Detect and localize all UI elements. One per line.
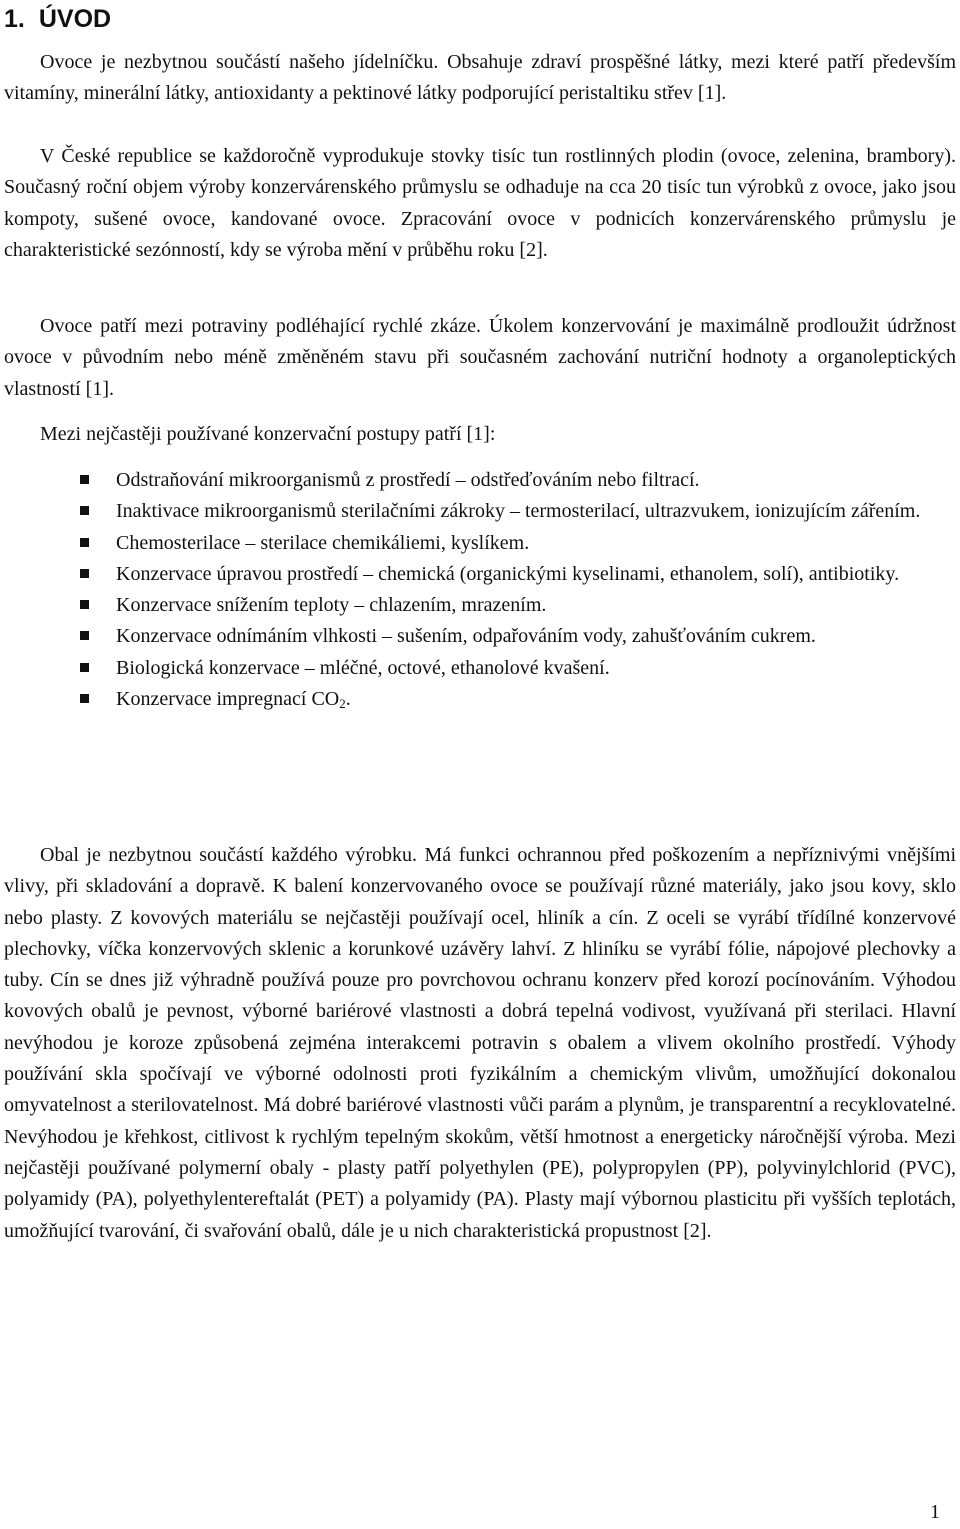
- section-heading: [4, 2, 111, 36]
- list-item-text: Inaktivace mikroorganismů sterilačními zákroky – termosterilací, ultrazvukem, ionizujícím zářením.: [116, 500, 921, 523]
- paragraph-production: V České republice se každoročně vyprodukuje stovky tisíc tun rostlinných plodin (ovoce, zelenina, brambory). Současný roční objem výroby konzervárenského průmyslu se odhaduje na cca 20 tisíc tun výrobků z ovoce, jako jsou kompoty, sušené ovoce, kandované ovoce. Zpracování ovoce v podnicích konzervárenského průmyslu je charakteristické sezónností, kdy se výroba mění v průběhu roku [2].: [4, 145, 956, 261]
- list-item: [0, 590, 956, 621]
- list-item-text: Konzervace odnímáním vlhkosti – sušením, odpařováním vody, zahušťováním cukrem.: [116, 625, 816, 648]
- list-item-text: Konzervace impregnací CO: [116, 688, 340, 711]
- list-item: [0, 465, 956, 496]
- page-number: 1: [930, 1501, 940, 1523]
- square-bullet-icon: [80, 663, 89, 672]
- square-bullet-icon: [80, 475, 89, 484]
- square-bullet-icon: [80, 600, 89, 609]
- list-item-text: Chemosterilace – sterilace chemikáliemi, kyslíkem.: [116, 531, 530, 554]
- subscript-two: 2: [339, 696, 346, 712]
- preservation-methods-list: [0, 465, 956, 715]
- square-bullet-icon: [80, 538, 89, 547]
- list-item: [0, 496, 956, 527]
- list-item: [0, 621, 956, 652]
- section-title: ÚVOD: [38, 5, 112, 33]
- square-bullet-icon: [80, 506, 89, 515]
- list-item-text: Odstraňování mikroorganismů z prostředí – odstřeďováním nebo filtrací.: [116, 469, 700, 491]
- square-bullet-icon: [80, 694, 89, 703]
- list-item: [0, 653, 956, 684]
- list-item-suffix: .: [345, 688, 351, 711]
- square-bullet-icon: [80, 569, 89, 578]
- list-item: [0, 684, 956, 715]
- paragraph-packaging: Obal je nezbytnou součástí každého výrobku. Má funkci ochrannou před poškozením a nepříznivými vnějšími vlivy, při skladování a dopravě. K balení konzervovaného ovoce se používají různé materiály, jako jsou kovy, sklo nebo plasty. Z kovových materiálu se nejčastěji používají ocel, hliník a cín. Z oceli se vyrábí třídílné konzervové plechovky, víčka konzervových sklenic a korunkové uzávěry lahví. Z hliníku se vyrábí fólie, nápojové plechovky a tuby. Cín se dnes již výhradně používá pouze pro povrchovou ochranu konzerv před korozí pocínováním. Výhodou kovových obalů je pevnost, výborné bariérové vlastnosti a dobrá tepelná vodivost, využívaná při sterilaci. Hlavní nevýhodou je koroze způsobená zejména interakcemi potravin s obalem a vlivem okolního prostředí. Výhody používání skla spočívají ve výborné odolnosti proti fyzikálním a chemickým vlivům, umožňující dokonalou omyvatelnost a sterilovatelnost. Má dobré bariérové vlastnosti vůči parám a plynům, je transparentní a recyklovatelné. Nevýhodou je křehkost, citlivost k rychlým tepelným skokům, větší hmotnost a energeticky náročnější výroba. Mezi nejčastěji používané polymerní obaly - plasty patří polyethylen (PE), polypropylen (PP), polyvinylchlorid (PVC), polyamidy (PA), polyethylentereftalát (PET) a polyamidy (PA). Plasty mají výbornou plasticitu při vyšších teplotách, umožňující tvarování, či svařování obalů, dále je u nich charakteristická propustnost [2].: [4, 844, 956, 1242]
- list-item-text: Konzervace úpravou prostředí – chemická (organickými kyselinami, ethanolem, solí), antibiotiky.: [116, 562, 900, 585]
- list-item-text: Biologická konzervace – mléčné, octové, ethanolové kvašení.: [116, 656, 610, 679]
- list-item-text: Konzervace snížením teploty – chlazením, mrazením.: [116, 594, 547, 617]
- list-item: [0, 528, 956, 559]
- square-bullet-icon: [80, 631, 89, 640]
- paragraph-methods-intro: Mezi nejčastěji používané konzervační postupy patří [1]:: [40, 423, 496, 445]
- paragraph-spoilage: Ovoce patří mezi potraviny podléhající rychlé zkáze. Úkolem konzervování je maximálně prodloužit údržnost ovoce v původním nebo méně změněném stavu při současném zachování nutriční hodnoty a organoleptických vlastností [1].: [4, 315, 956, 400]
- list-item: [0, 559, 956, 590]
- section-number: 1.: [4, 5, 25, 33]
- paragraph-intro: Ovoce je nezbytnou součástí našeho jídelníčku. Obsahuje zdraví prospěšné látky, mezi které patří především vitamíny, minerální látky, antioxidanty a pektinové látky podporující peristaltiku střev [1].: [4, 51, 956, 105]
